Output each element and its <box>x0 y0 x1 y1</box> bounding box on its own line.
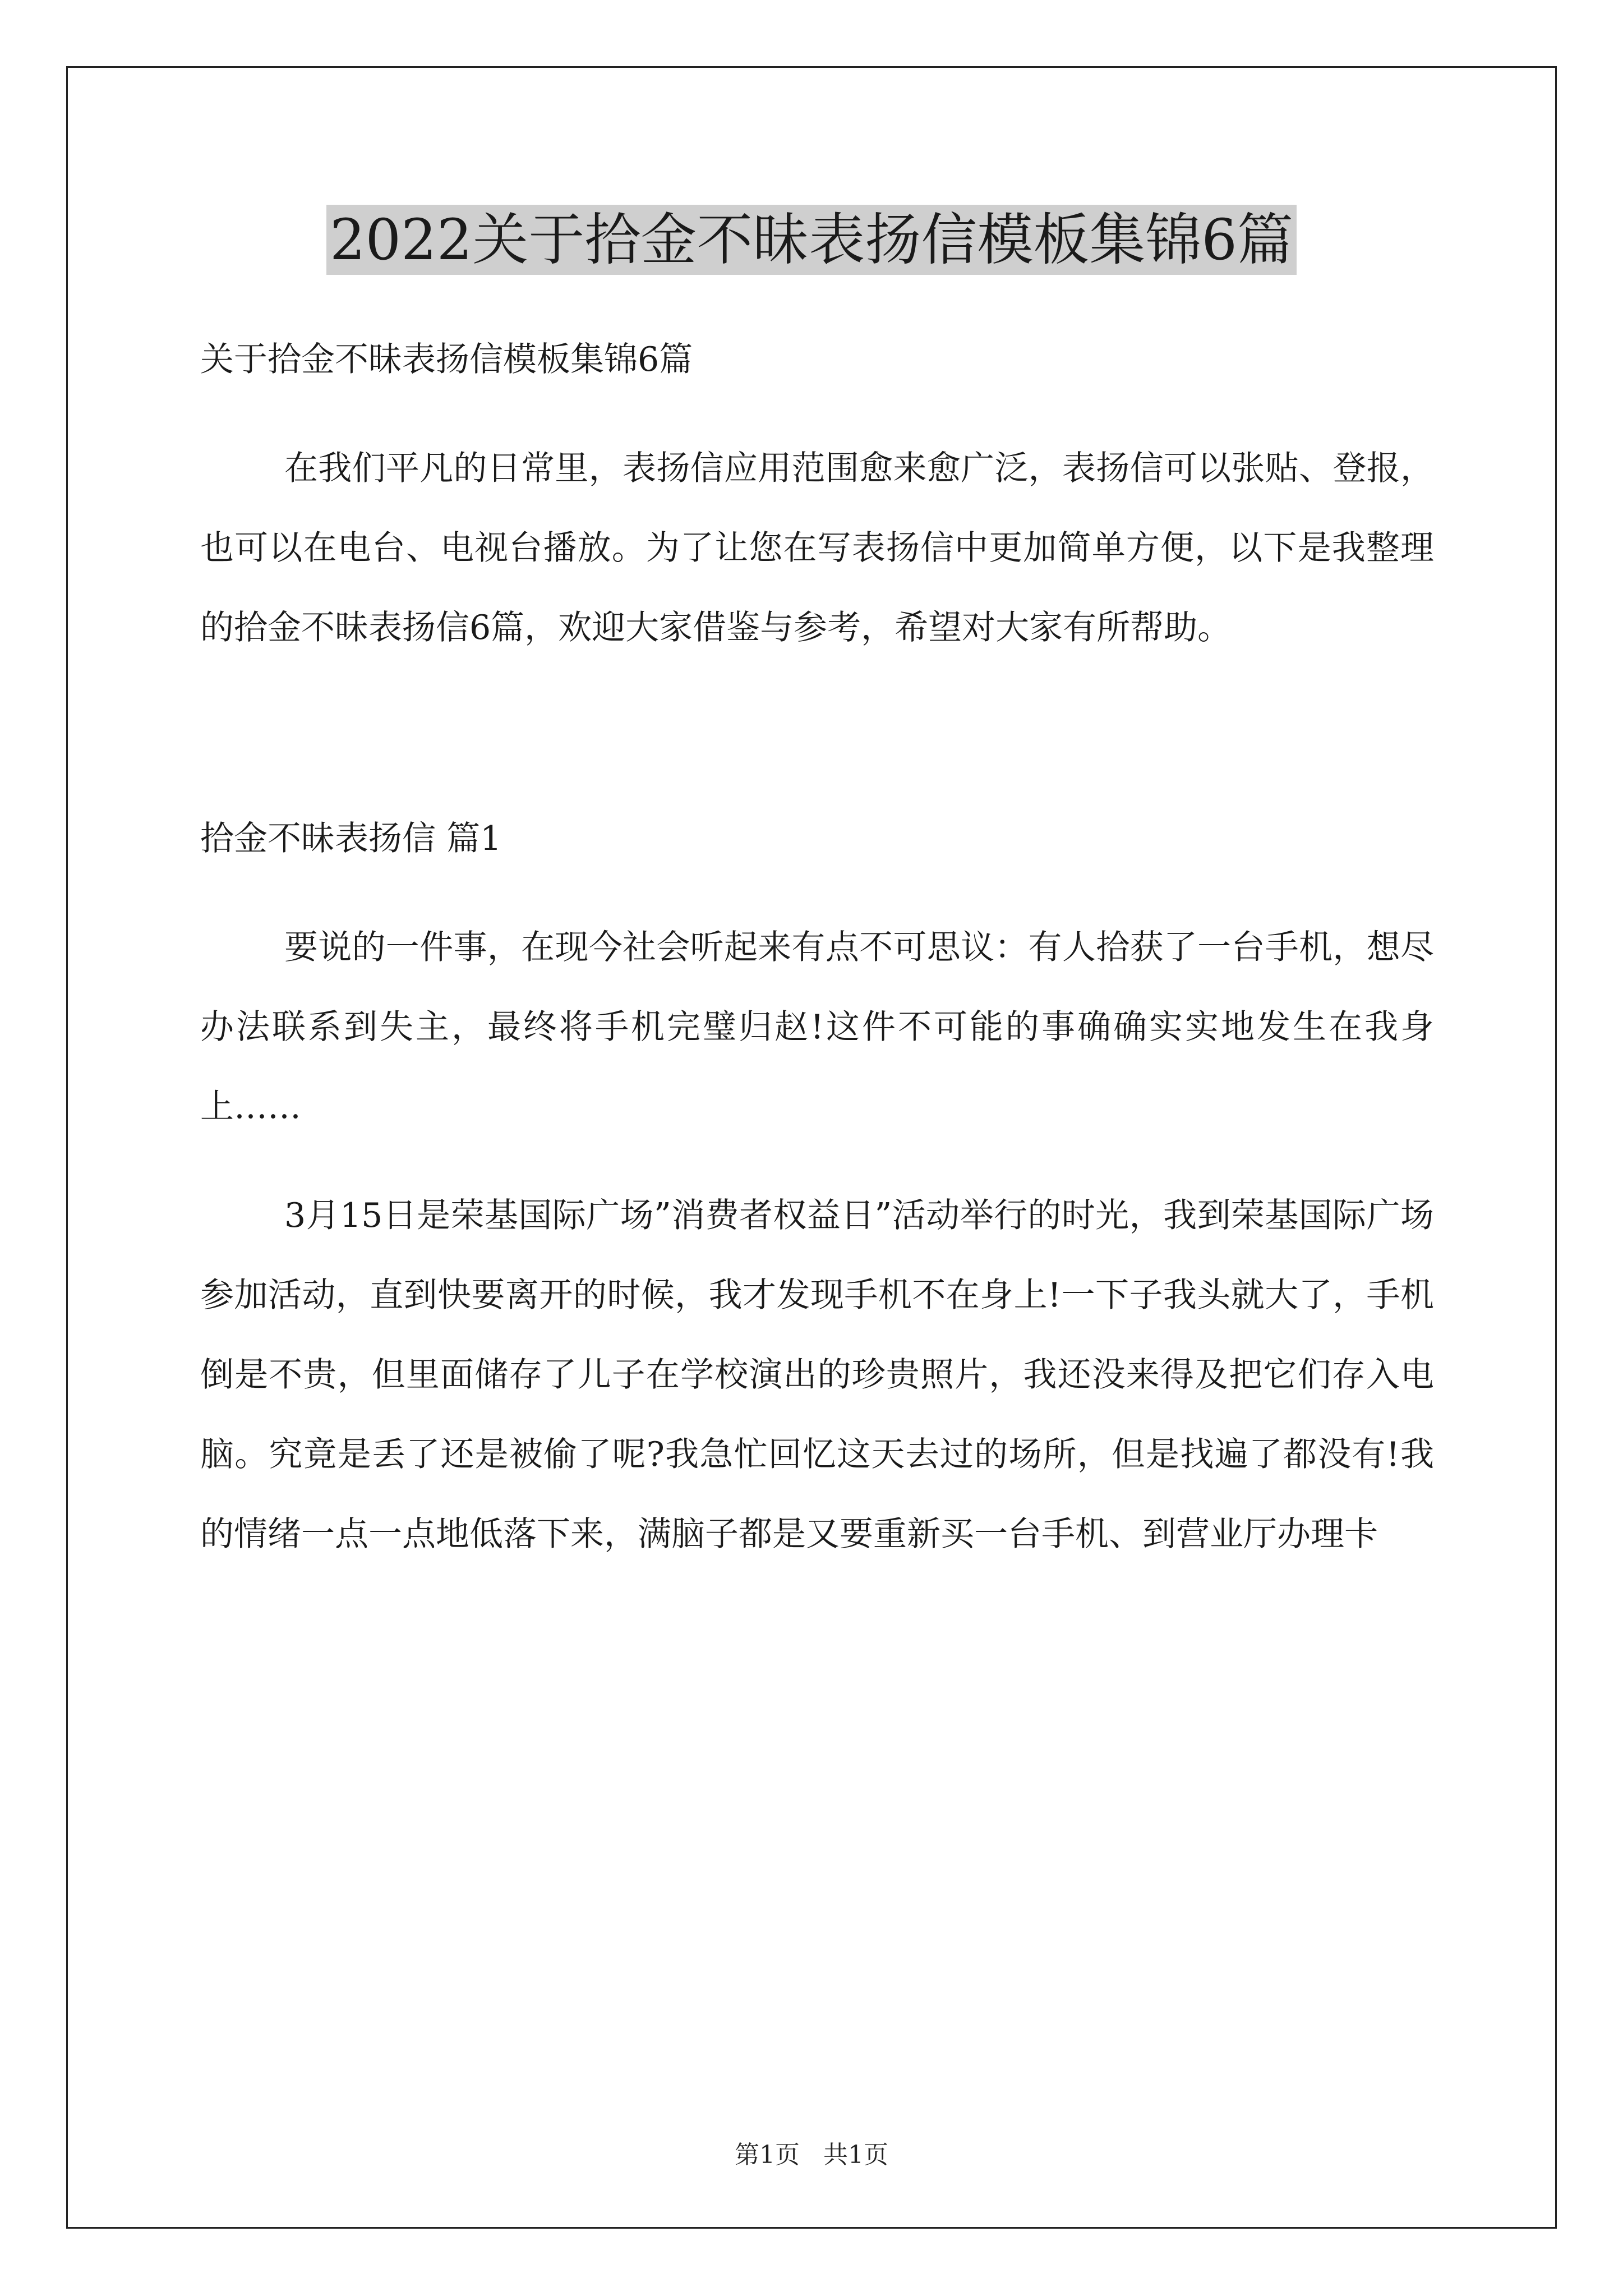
section-heading: 拾金不昧表扬信 篇1 <box>200 819 502 858</box>
document-title-text: 2022关于拾金不昧表扬信模板集锦6篇 <box>326 205 1297 275</box>
spacer <box>200 668 1434 747</box>
spacer <box>200 399 1434 429</box>
intro-paragraph: 在我们平凡的日常里，表扬信应用范围愈来愈广泛，表扬信可以张贴、登报，也可以在电台、电视台播放。为了让您在写表扬信中更加简单方便，以下是我整理的拾金不昧表扬信6篇，欢迎大家借鉴与参考，希望对大家有所帮助。 <box>200 449 1434 647</box>
document-title <box>0 201 1623 279</box>
document-body <box>200 320 1434 1574</box>
page-footer: 第1页 共1页 <box>735 2141 888 2169</box>
document-subtitle: 关于拾金不昧表扬信模板集锦6篇 <box>200 340 693 379</box>
section-paragraph: 要说的一件事，在现今社会听起来有点不可思议：有人拾获了一台手机，想尽办法联系到失主，最终将手机完璧归赵!这件不可能的事确确实实地发生在我身上…… <box>200 928 1434 1126</box>
spacer <box>200 747 1434 799</box>
spacer <box>200 878 1434 908</box>
section-paragraph: 3月15日是荣基国际广场”消费者权益日”活动举行的时光，我到荣基国际广场参加活动，直到快要离开的时候，我才发现手机不在身上!一下子我头就大了，手机倒是不贵，但里面储存了儿子在学校演出的珍贵照片，我还没来得及把它们存入电脑。究竟是丢了还是被偷了呢?我急忙回忆这天去过的场所，但是找遍了都没有!我的情绪一点一点地低落下来，满脑子都是又要重新买一台手机、到营业厅办理卡 <box>200 1196 1434 1554</box>
spacer <box>200 1147 1434 1176</box>
